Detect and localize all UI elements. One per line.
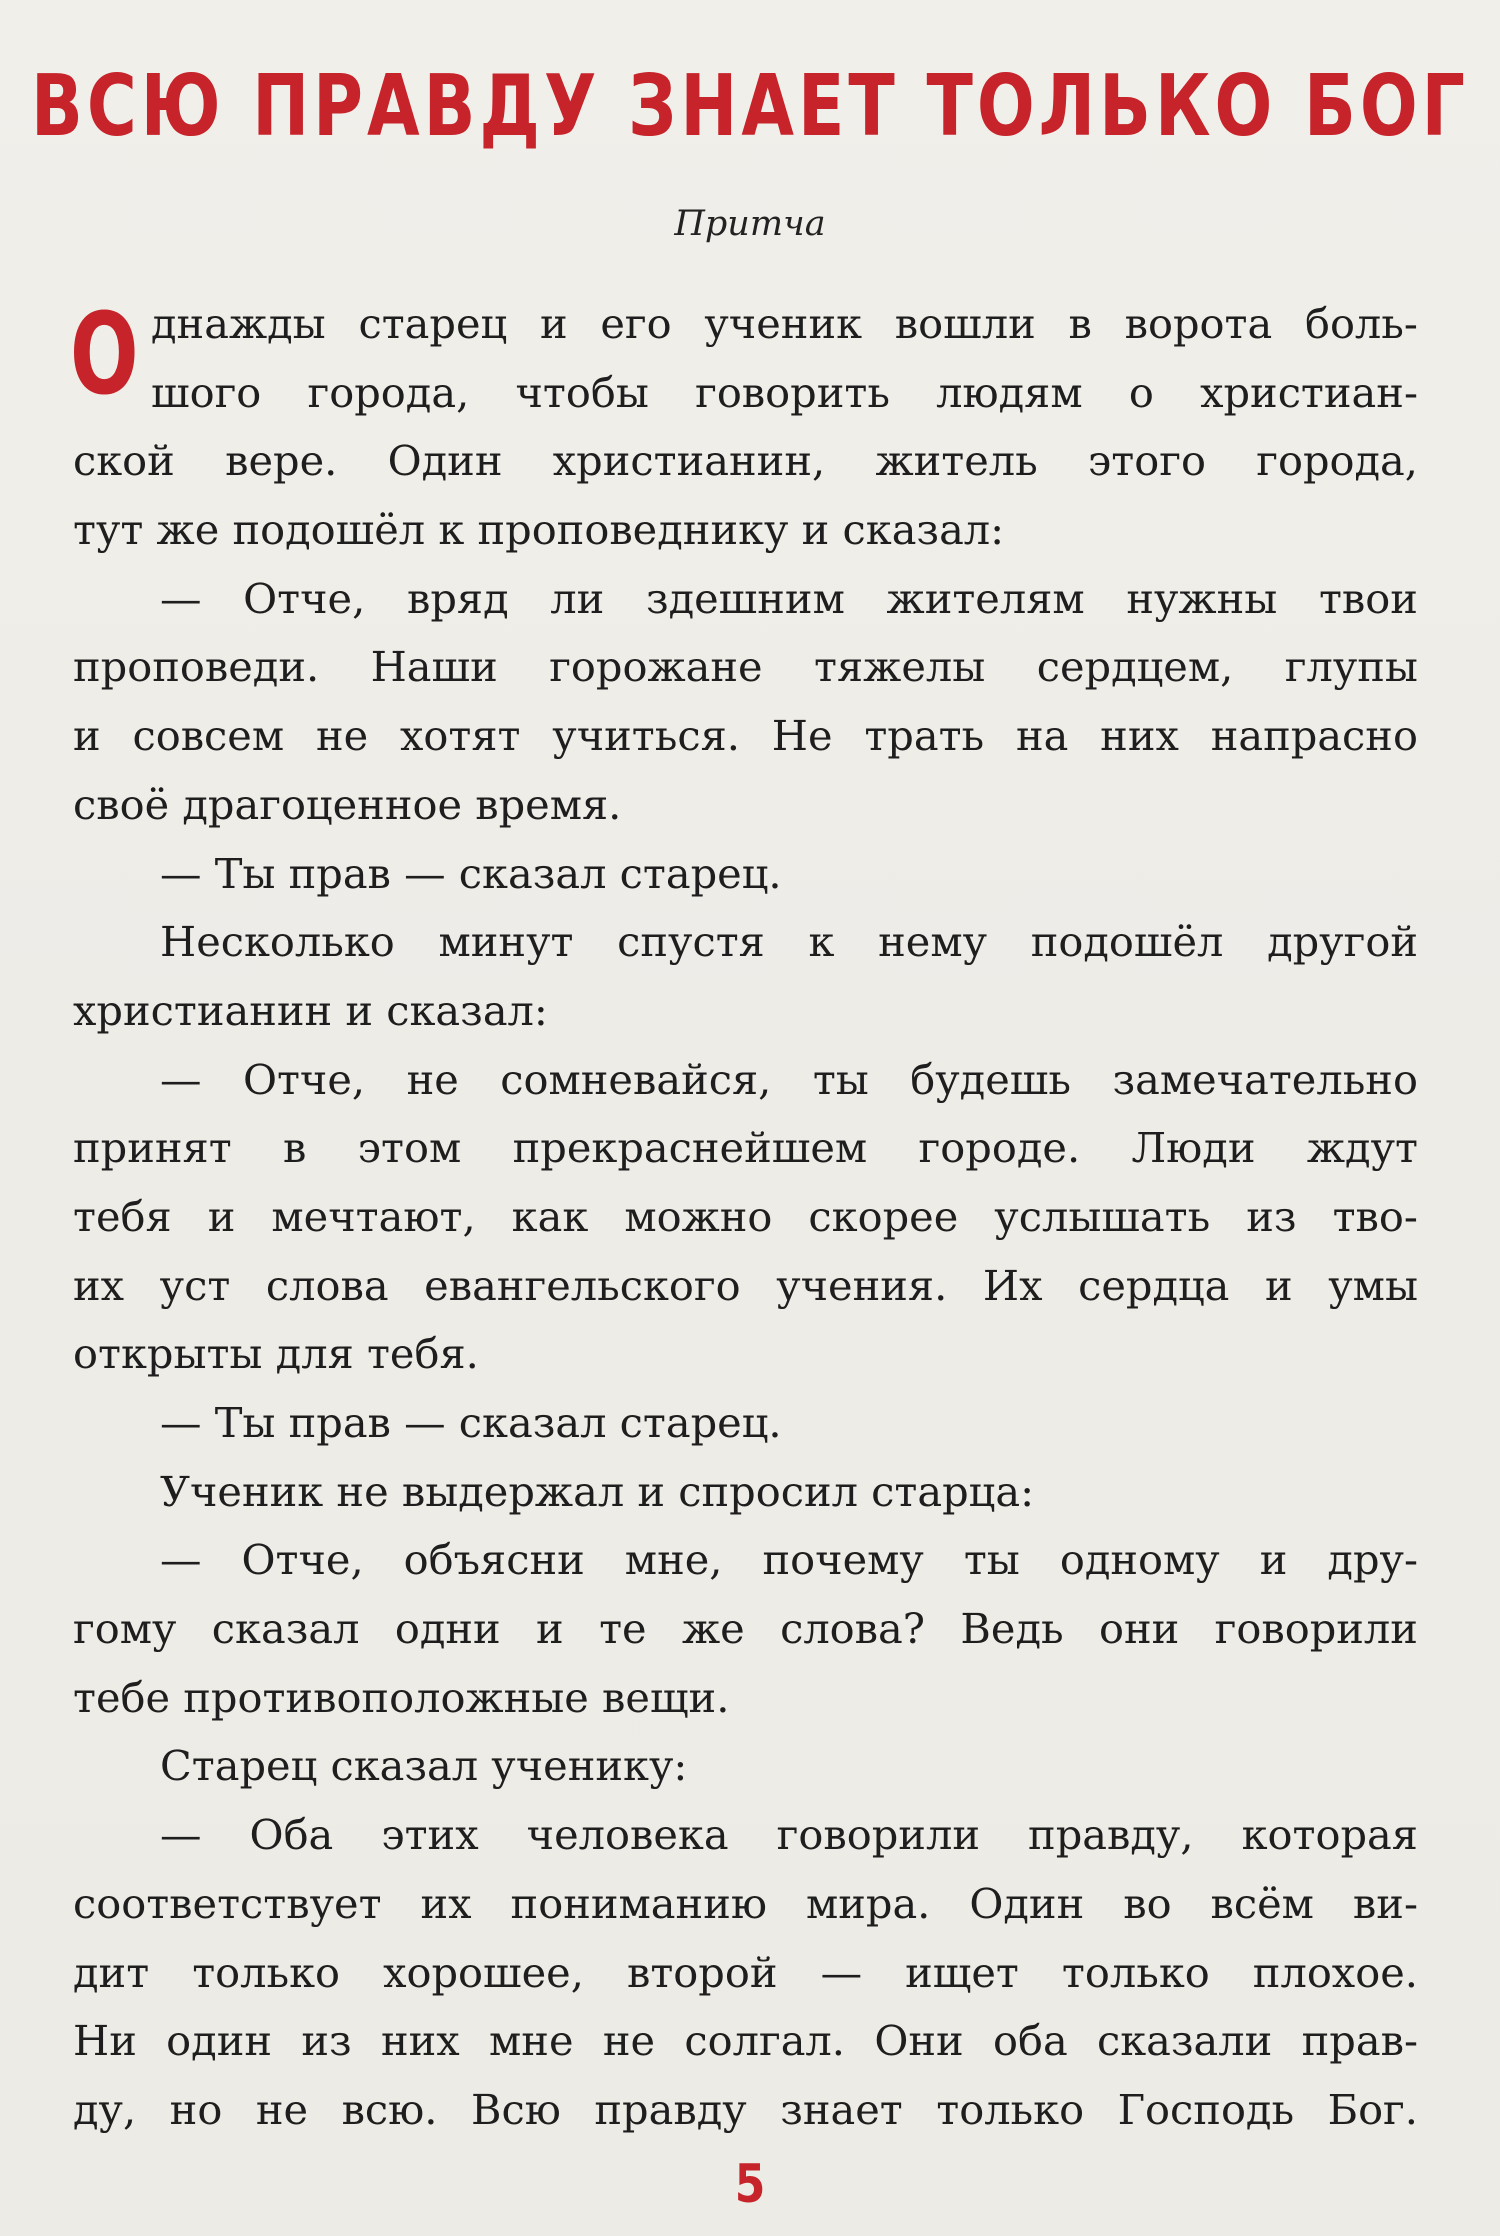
text-line: Ни один из них мне не солгал. Они оба сказали прав-: [73, 2016, 1418, 2066]
text-line: христианин и сказал:: [73, 985, 548, 1035]
page-title: ВСЮ ПРАВДУ ЗНАЕТ ТОЛЬКО БОГ: [31, 57, 1469, 157]
text-line: — Оба этих человека говорили правду, которая: [160, 1810, 1418, 1860]
text-line: Старец сказал ученику:: [160, 1741, 688, 1791]
text-line: проповеди. Наши горожане тяжелы сердцем, глупы: [73, 642, 1418, 692]
text-line: и совсем не хотят учиться. Не трать на них напрасно: [73, 711, 1418, 761]
text-line: Ученик не выдержал и спросил старца:: [160, 1466, 1035, 1516]
text-line: Несколько минут спустя к нему подошёл другой: [160, 917, 1418, 967]
text-line: днажды старец и его ученик вошли в ворота боль-: [151, 299, 1418, 348]
text-line: своё драгоценное время.: [73, 779, 622, 829]
text-line: ду, но не всю. Всю правду знает только Господь Бог.: [73, 2084, 1418, 2134]
text-line: — Отче, объясни мне, почему ты одному и дру-: [160, 1535, 1418, 1585]
drop-cap: О: [70, 290, 139, 420]
subtitle: Притча: [674, 204, 826, 244]
text-line: тебя и мечтают, как можно скорее услышать из тво-: [73, 1191, 1418, 1241]
text-line: — Ты прав — сказал старец.: [160, 1398, 782, 1447]
text-line: — Ты прав — сказал старец.: [160, 848, 782, 898]
text-line: шого города, чтобы говорить людям о христиан-: [151, 367, 1418, 417]
page-number: 5: [734, 2153, 766, 2215]
text-line: открыты для тебя.: [73, 1329, 479, 1379]
text-line: — Отче, вряд ли здешним жителям нужны твои: [160, 573, 1418, 623]
text-line: — Отче, не сомневайся, ты будешь замечательно: [160, 1054, 1418, 1104]
text-line: гому сказал одни и те же слова? Ведь они говорили: [73, 1604, 1418, 1654]
text-line: тут же подошёл к проповеднику и сказал:: [73, 505, 1005, 555]
text-line: принят в этом прекраснейшем городе. Люди ждут: [73, 1123, 1418, 1173]
text-line: их уст слова евангельского учения. Их сердца и умы: [73, 1260, 1418, 1310]
text-line: соответствует их пониманию мира. Один во всём ви-: [73, 1878, 1418, 1928]
text-line: тебе противоположные вещи.: [73, 1672, 730, 1722]
body-text: [73, 290, 1418, 2145]
text-line: ской вере. Один христианин, житель этого города,: [73, 436, 1418, 486]
text-line: дит только хорошее, второй — ищет только плохое.: [73, 1947, 1418, 1997]
